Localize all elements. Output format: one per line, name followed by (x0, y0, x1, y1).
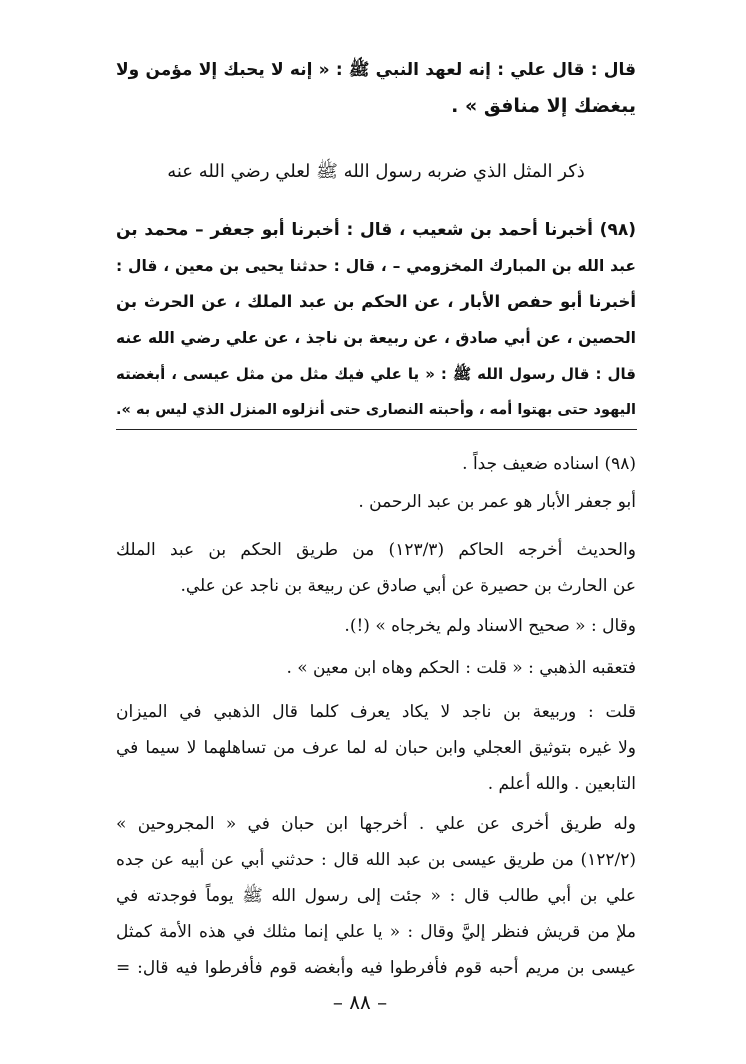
hadith-paragraph (116, 212, 636, 428)
footnote-abbar-note (116, 484, 636, 520)
text-line: (٩٨) أخبرنا أحمد بن شعيب ، قال : أخبرنا أبو جعفر – محمد بن (116, 220, 636, 240)
text-line: قلت : وربيعة بن ناجد لا يكاد يعرف كلما قال الذهبي في الميزان (116, 702, 636, 722)
section-heading: ذكر المثل الذي ضربه رسول الله ﷺ لعلي رضي الله عنه (167, 161, 585, 182)
text-line: وله طريق أخرى عن علي . أخرجها ابن حبان في « المجروحين » (116, 814, 636, 834)
text-line: والحديث أخرجه الحاكم (١٢٣/٣) من طريق الحكم بن عبد الملك (116, 540, 636, 560)
text-line: عن الحارث بن حصيرة عن أبي صادق عن ربيعة بن ناجد عن علي. (180, 576, 636, 596)
text-line: اليهود حتى بهتوا أمه ، وأحبته النصارى حتى أنزلوه المنزل الذي ليس به ». (116, 402, 636, 418)
text-line: فتعقبه الذهبي : « قلت : الحكم وهاه ابن معين » . (286, 658, 636, 678)
text-line: الحصين ، عن أبي صادق ، عن ربيعة بن ناجذ ، عن علي رضي الله عنه (116, 329, 636, 347)
text-line: أبو جعفر الأبار هو عمر بن عبد الرحمن . (358, 492, 636, 512)
footnote-divider (116, 429, 637, 430)
footnote-rabia-note (116, 694, 636, 802)
text-line: (١٢٢/٢) من طريق عيسى بن عبد الله قال : حدثني أبي عن أبيه عن جده (116, 850, 636, 870)
text-line: قال : قال علي : إنه لعهد النبي ﷺ : « إنه لا يحبك إلا مؤمن ولا (116, 60, 636, 80)
page-number: – ٨٨ – (332, 990, 388, 1014)
text-line: قال : قال رسول الله ﷺ : « يا علي فيك مثل من مثل عيسى ، أبغضته (116, 365, 636, 383)
text-line: ولا غيره بتوثيق العجلي وابن حبان له لما عرف من تساهلهما لا سيما في (116, 738, 636, 758)
text-line: عبد الله بن المبارك المخزومي – ، قال : حدثنا يحيى بن معين ، قال : (116, 257, 636, 275)
text-line: يبغضك إلا منافق » . (451, 95, 636, 117)
footnote-dhahabi-note (116, 650, 636, 686)
footnote-ibn-hibban-note (116, 806, 636, 986)
text-line: علي بن أبي طالب قال : « جئت إلى رسول الله ﷺ يوماً فوجدته في (116, 886, 636, 906)
text-line: ملإ من قريش فنظر إليَّ وقال : « يا علي إنما مثلك في هذه الأمة كمثل (116, 922, 636, 942)
footnote-number-note (116, 446, 636, 482)
text-line: (٩٨) اسناده ضعيف جداً . (462, 454, 636, 474)
footnote-sahih-note (116, 608, 636, 644)
text-line: التابعين . والله أعلم . (487, 774, 636, 794)
text-line: عيسى بن مريم أحبه قوم فأفرطوا فيه وأبغضه قوم فأفرطوا فيه قال: = (116, 958, 636, 978)
text-line: أخبرنا أبو حفص الأبار ، عن الحكم بن عبد الملك ، عن الحرث بن (116, 292, 636, 311)
text-line: وقال : « صحيح الاسناد ولم يخرجاه » (!). (344, 616, 636, 636)
footnote-hakim-note (116, 532, 636, 604)
top-paragraph (116, 52, 636, 124)
